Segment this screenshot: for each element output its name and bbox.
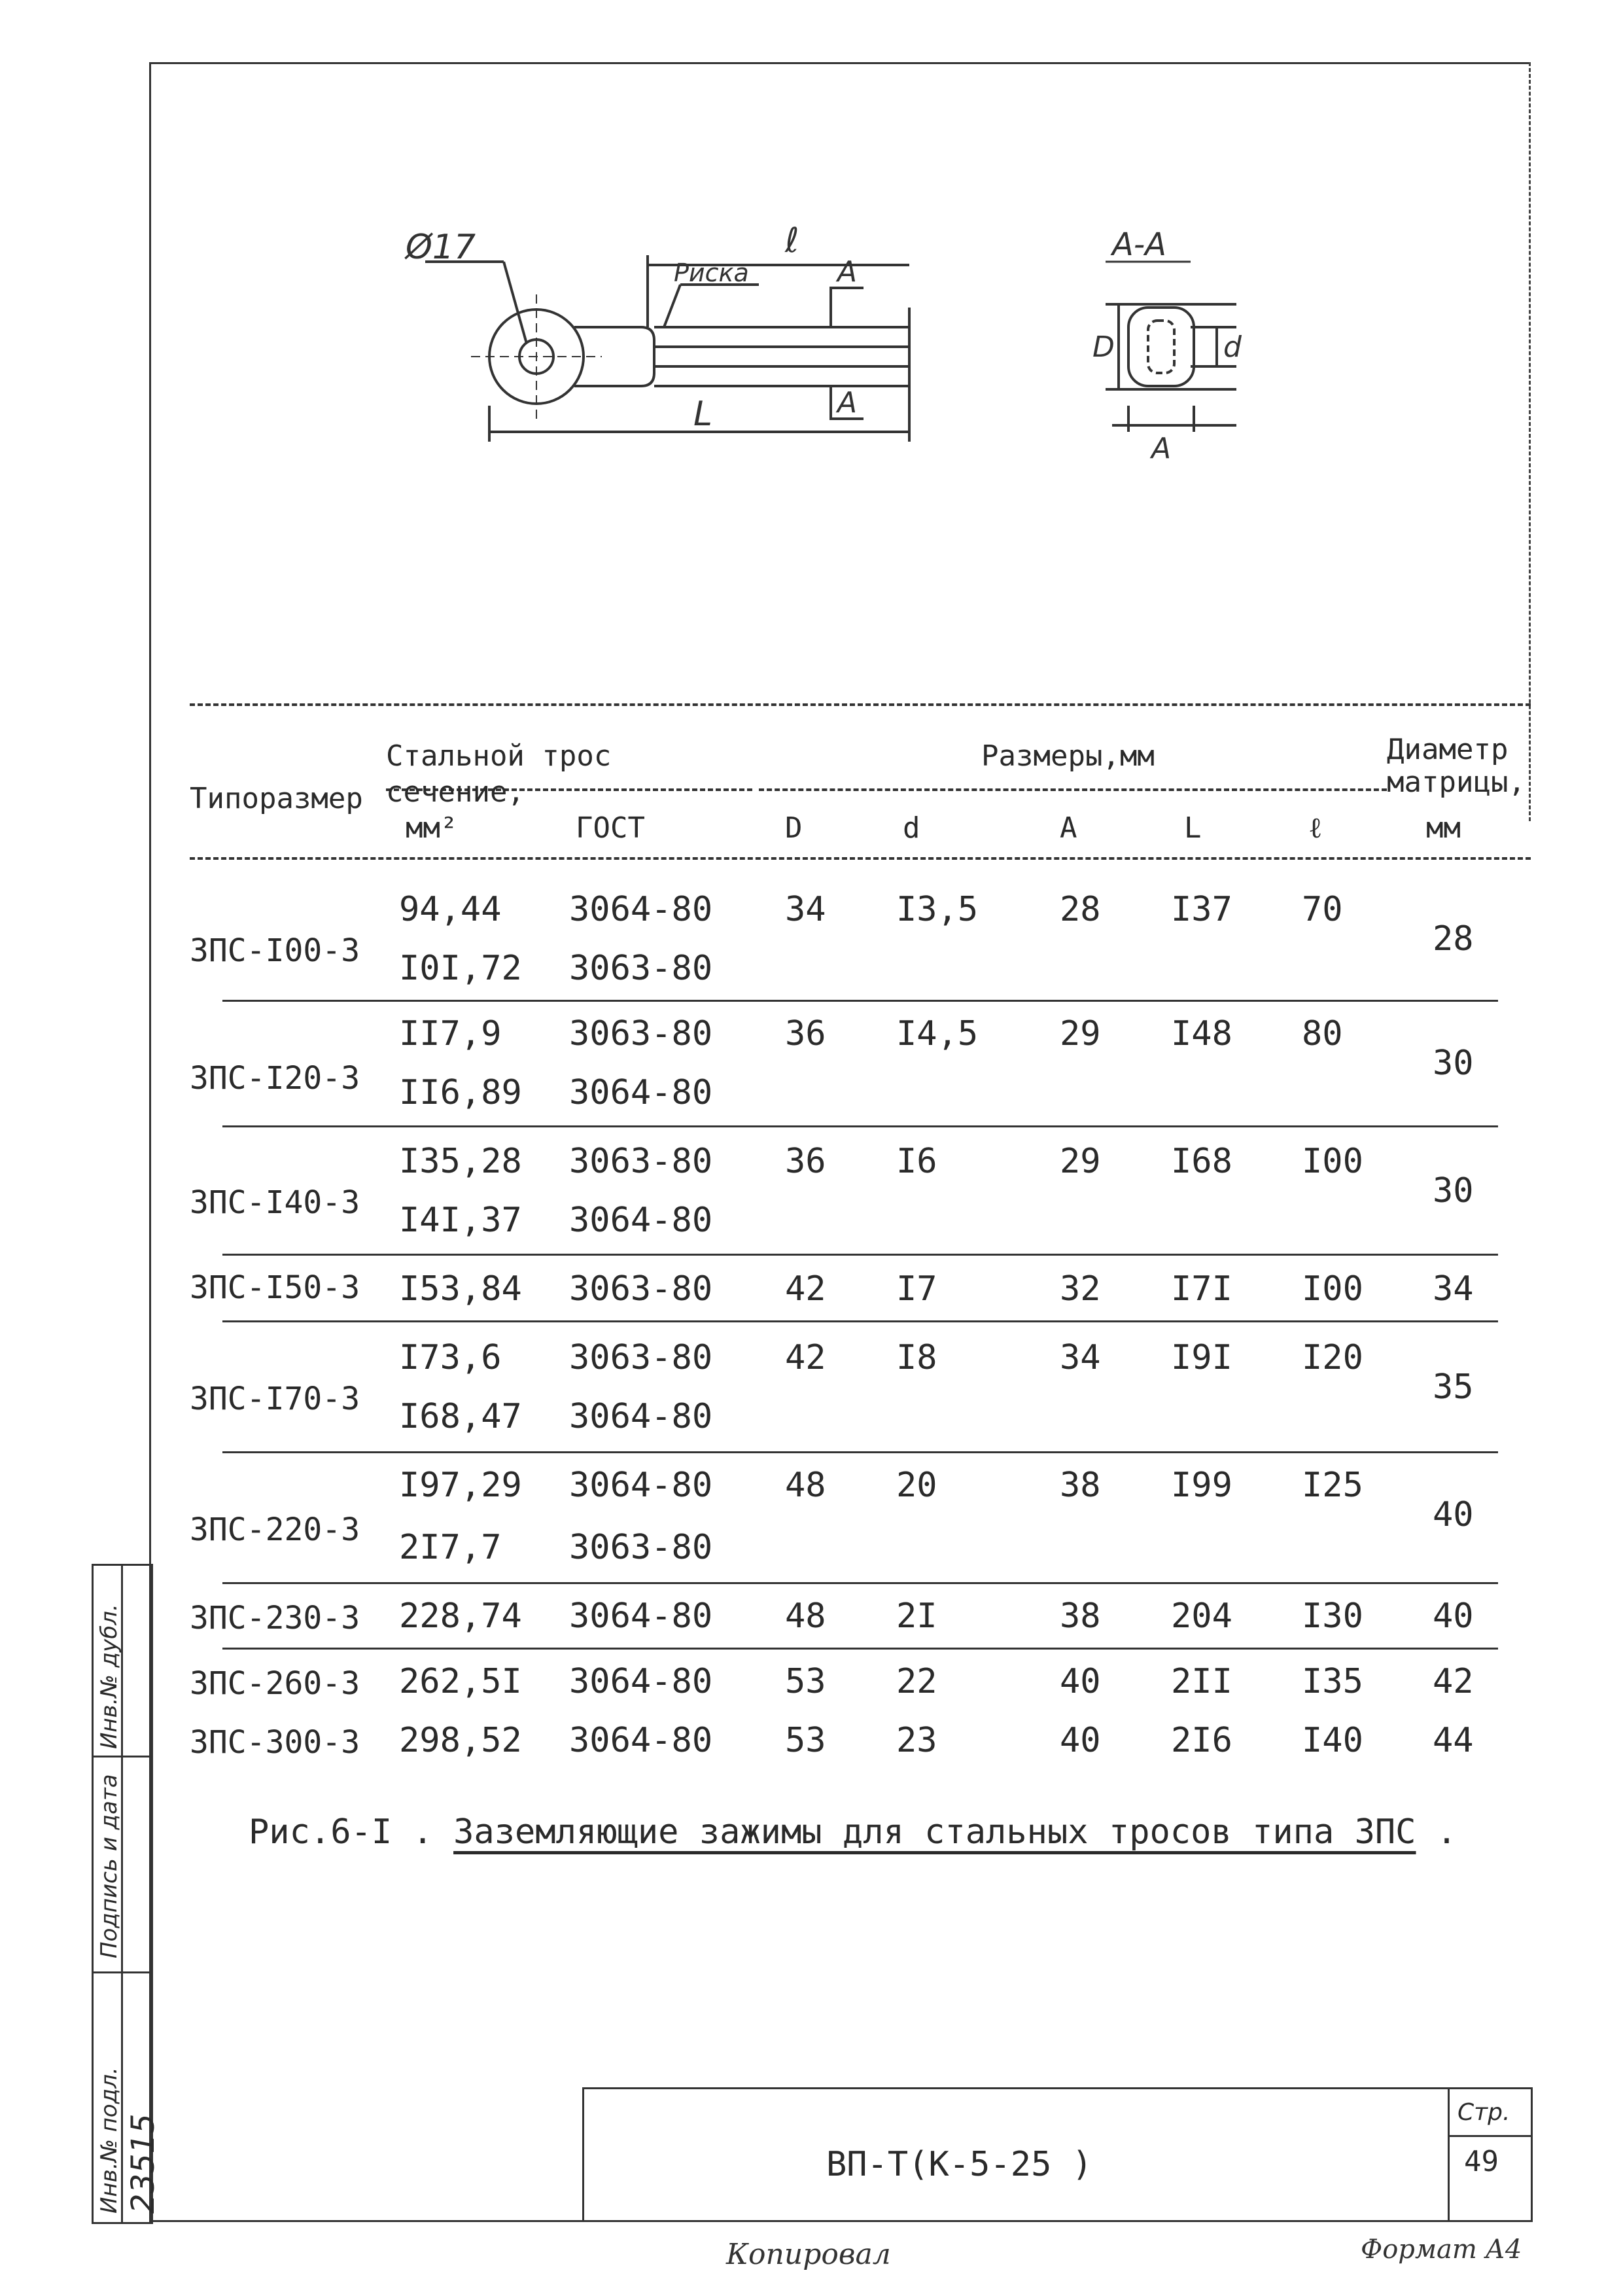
footer-copied: Копировал [726,2238,891,2271]
header-col-D: D [785,811,803,845]
table-cell-L: I9I [1171,1338,1232,1377]
header-col-type: Типоразмер [190,782,363,815]
header-col-section: сечение, [386,775,525,809]
table-cell-D: 42 [785,1338,826,1377]
header-col-section-unit: мм² [406,811,458,845]
table-cell-section: I4I,37 [399,1201,522,1240]
table-cell-A: 28 [1060,890,1101,929]
table-cell-d: I4,5 [896,1014,979,1053]
table-row-name: ЗПС-260-3 [190,1665,360,1702]
table-cell-l: 80 [1302,1014,1343,1053]
table-cell-gost: 3063-80 [569,949,713,988]
header-matrix-1: Диаметр [1387,733,1509,766]
table-cell-A: 32 [1060,1269,1101,1309]
header-col-L: L [1184,811,1202,845]
table-cell-gost: 3063-80 [569,1338,713,1377]
table-cell-D: 42 [785,1269,826,1309]
stamp-sign-date: Подпись и дата [96,1774,122,1958]
table-cell-d: 2I [896,1597,937,1636]
row-divider [222,1000,1498,1002]
row-divider [222,1254,1498,1256]
header-col-d: d [903,811,920,845]
drawing-l-label: ℓ [785,221,799,260]
table-cell-L: I68 [1171,1142,1232,1181]
row-divider [222,1125,1498,1127]
table-cell-A: 40 [1060,1662,1101,1701]
drawing-hole-label: Ø17 [406,228,476,267]
table-cell-gost: 3064-80 [569,890,713,929]
section-a-label: А [1151,432,1172,465]
table-cell-L: 2I6 [1171,1721,1232,1760]
table-cell-section: 228,74 [399,1597,522,1636]
table-cell-d: I7 [896,1269,937,1309]
table-cell-d: I6 [896,1142,937,1181]
table-cell-A: 29 [1060,1014,1101,1053]
table-cell-gost: 3064-80 [569,1201,713,1240]
table-cell-section: I53,84 [399,1269,522,1309]
header-matrix-2: матрицы, [1387,766,1526,799]
table-cell-gost: 3064-80 [569,1397,713,1436]
table-cell-L: I99 [1171,1466,1232,1505]
table-cell-A: 34 [1060,1338,1101,1377]
table-cell-section: 2I7,7 [399,1528,502,1567]
stamp-inv-dubl: Инв.№ дубл. [96,1604,122,1749]
table-cell-gost: 3063-80 [569,1528,713,1567]
table-row-name: ЗПС-I20-3 [190,1060,360,1097]
frame-right-border [1529,62,1531,821]
table-cell-matrix: 34 [1433,1269,1474,1309]
table-cell-gost: 3064-80 [569,1073,713,1112]
table-cell-l: I40 [1302,1721,1363,1760]
table-cell-gost: 3064-80 [569,1721,713,1760]
drawing-L-label: L [693,395,712,434]
table-cell-A: 40 [1060,1721,1101,1760]
table-cell-gost: 3064-80 [569,1662,713,1701]
sheet-label: Стр. [1457,2099,1510,2126]
table-row-name: ЗПС-230-3 [190,1600,360,1636]
table-cell-D: 48 [785,1597,826,1636]
table-cell-L: I48 [1171,1014,1232,1053]
table-cell-gost: 3064-80 [569,1597,713,1636]
table-body [190,883,1531,1799]
table-row-name: ЗПС-I00-3 [190,932,360,969]
header-col-l: ℓ [1308,811,1323,845]
header-col-matrix-unit: мм [1426,811,1461,845]
row-divider [222,1648,1498,1650]
table-cell-gost: 3063-80 [569,1142,713,1181]
table-cell-gost: 3064-80 [569,1466,713,1505]
table-cell-section: I73,6 [399,1338,502,1377]
table-row-name: ЗПС-I70-3 [190,1381,360,1417]
table-cell-d: I8 [896,1338,937,1377]
table-cell-section: I68,47 [399,1397,522,1436]
table-cell-D: 53 [785,1721,826,1760]
table-cell-matrix: 30 [1433,1171,1474,1210]
table-cell-section: I35,28 [399,1142,522,1181]
table-cell-A: 38 [1060,1597,1101,1636]
table-cell-l: I30 [1302,1597,1363,1636]
doc-code: ВП-Т(К-5-25 ) [826,2145,1092,2184]
frame-top-border [149,62,1531,64]
caption-prefix: Рис.6-I . [249,1812,433,1852]
header-group-rope: Стальной трос [386,739,612,773]
table-cell-matrix: 30 [1433,1044,1474,1083]
row-divider [222,1320,1498,1322]
table-cell-section: II6,89 [399,1073,522,1112]
row-divider [222,1451,1498,1453]
section-d-label: d [1223,330,1242,364]
table-cell-section: I97,29 [399,1466,522,1505]
table-cell-L: 2II [1171,1662,1232,1701]
section-D-label: D [1092,330,1115,364]
table-cell-A: 29 [1060,1142,1101,1181]
table-cell-gost: 3063-80 [569,1269,713,1309]
table-cell-l: I00 [1302,1269,1363,1309]
stamp-inv-number: 23515 [125,2113,162,2214]
table-cell-d: I3,5 [896,890,979,929]
table-cell-D: 36 [785,1014,826,1053]
table-cell-D: 36 [785,1142,826,1181]
table-cell-matrix: 28 [1433,919,1474,959]
table-cell-matrix: 44 [1433,1721,1474,1760]
table-cell-L: 204 [1171,1597,1232,1636]
table-row-name: ЗПС-I50-3 [190,1269,360,1306]
table-cell-A: 38 [1060,1466,1101,1505]
stamp-inv-original: Инв.№ подл. [96,2067,122,2214]
table-cell-section: 262,5I [399,1662,522,1701]
drawing-riska-label: Риска [674,258,749,287]
table-cell-l: I25 [1302,1466,1363,1505]
header-col-A: A [1060,811,1077,845]
table-cell-l: I35 [1302,1662,1363,1701]
clamp-drawing [366,216,1282,478]
table-row-name: ЗПС-220-3 [190,1511,360,1548]
table-cell-l: I00 [1302,1142,1363,1181]
footer-format: Формат А4 [1361,2234,1522,2265]
table-cell-matrix: 40 [1433,1495,1474,1534]
table-cell-section: II7,9 [399,1014,502,1053]
row-divider [222,1582,1498,1584]
sheet-number: 49 [1464,2145,1499,2178]
caption-text: Заземляющие зажимы для стальных тросов типа ЗПС [453,1812,1416,1852]
table-cell-L: I7I [1171,1269,1232,1309]
header-col-gost: ГОСТ [576,811,645,845]
table-cell-section: 94,44 [399,890,502,929]
table-cell-d: 22 [896,1662,937,1701]
table-cell-matrix: 42 [1433,1662,1474,1701]
table-cell-l: 70 [1302,890,1343,929]
table-cell-D: 53 [785,1662,826,1701]
table-cell-D: 48 [785,1466,826,1505]
table-cell-d: 23 [896,1721,937,1760]
table-cell-section: I0I,72 [399,949,522,988]
table-cell-d: 20 [896,1466,937,1505]
drawing-A-bottom-label: А [837,386,858,419]
table-cell-gost: 3063-80 [569,1014,713,1053]
table-cell-D: 34 [785,890,826,929]
title-block [582,2087,1533,2222]
figure-caption [249,1812,1457,1852]
table-cell-l: I20 [1302,1338,1363,1377]
header-bottom-rule [190,857,1531,860]
side-stamp [92,1564,162,2224]
table-top-rule [190,703,1531,706]
table-cell-L: I37 [1171,890,1232,929]
table-cell-matrix: 40 [1433,1597,1474,1636]
section-title: А-А [1112,226,1166,263]
table-row-name: ЗПС-300-3 [190,1724,360,1761]
drawing-A-top-label: А [837,255,858,289]
table-cell-matrix: 35 [1433,1368,1474,1407]
table-row-name: ЗПС-I40-3 [190,1184,360,1221]
header-group-dims: Размеры,мм [981,739,1155,773]
caption-suffix: . [1436,1812,1457,1852]
table-cell-section: 298,52 [399,1721,522,1760]
header-subrule-dims [759,788,1387,791]
